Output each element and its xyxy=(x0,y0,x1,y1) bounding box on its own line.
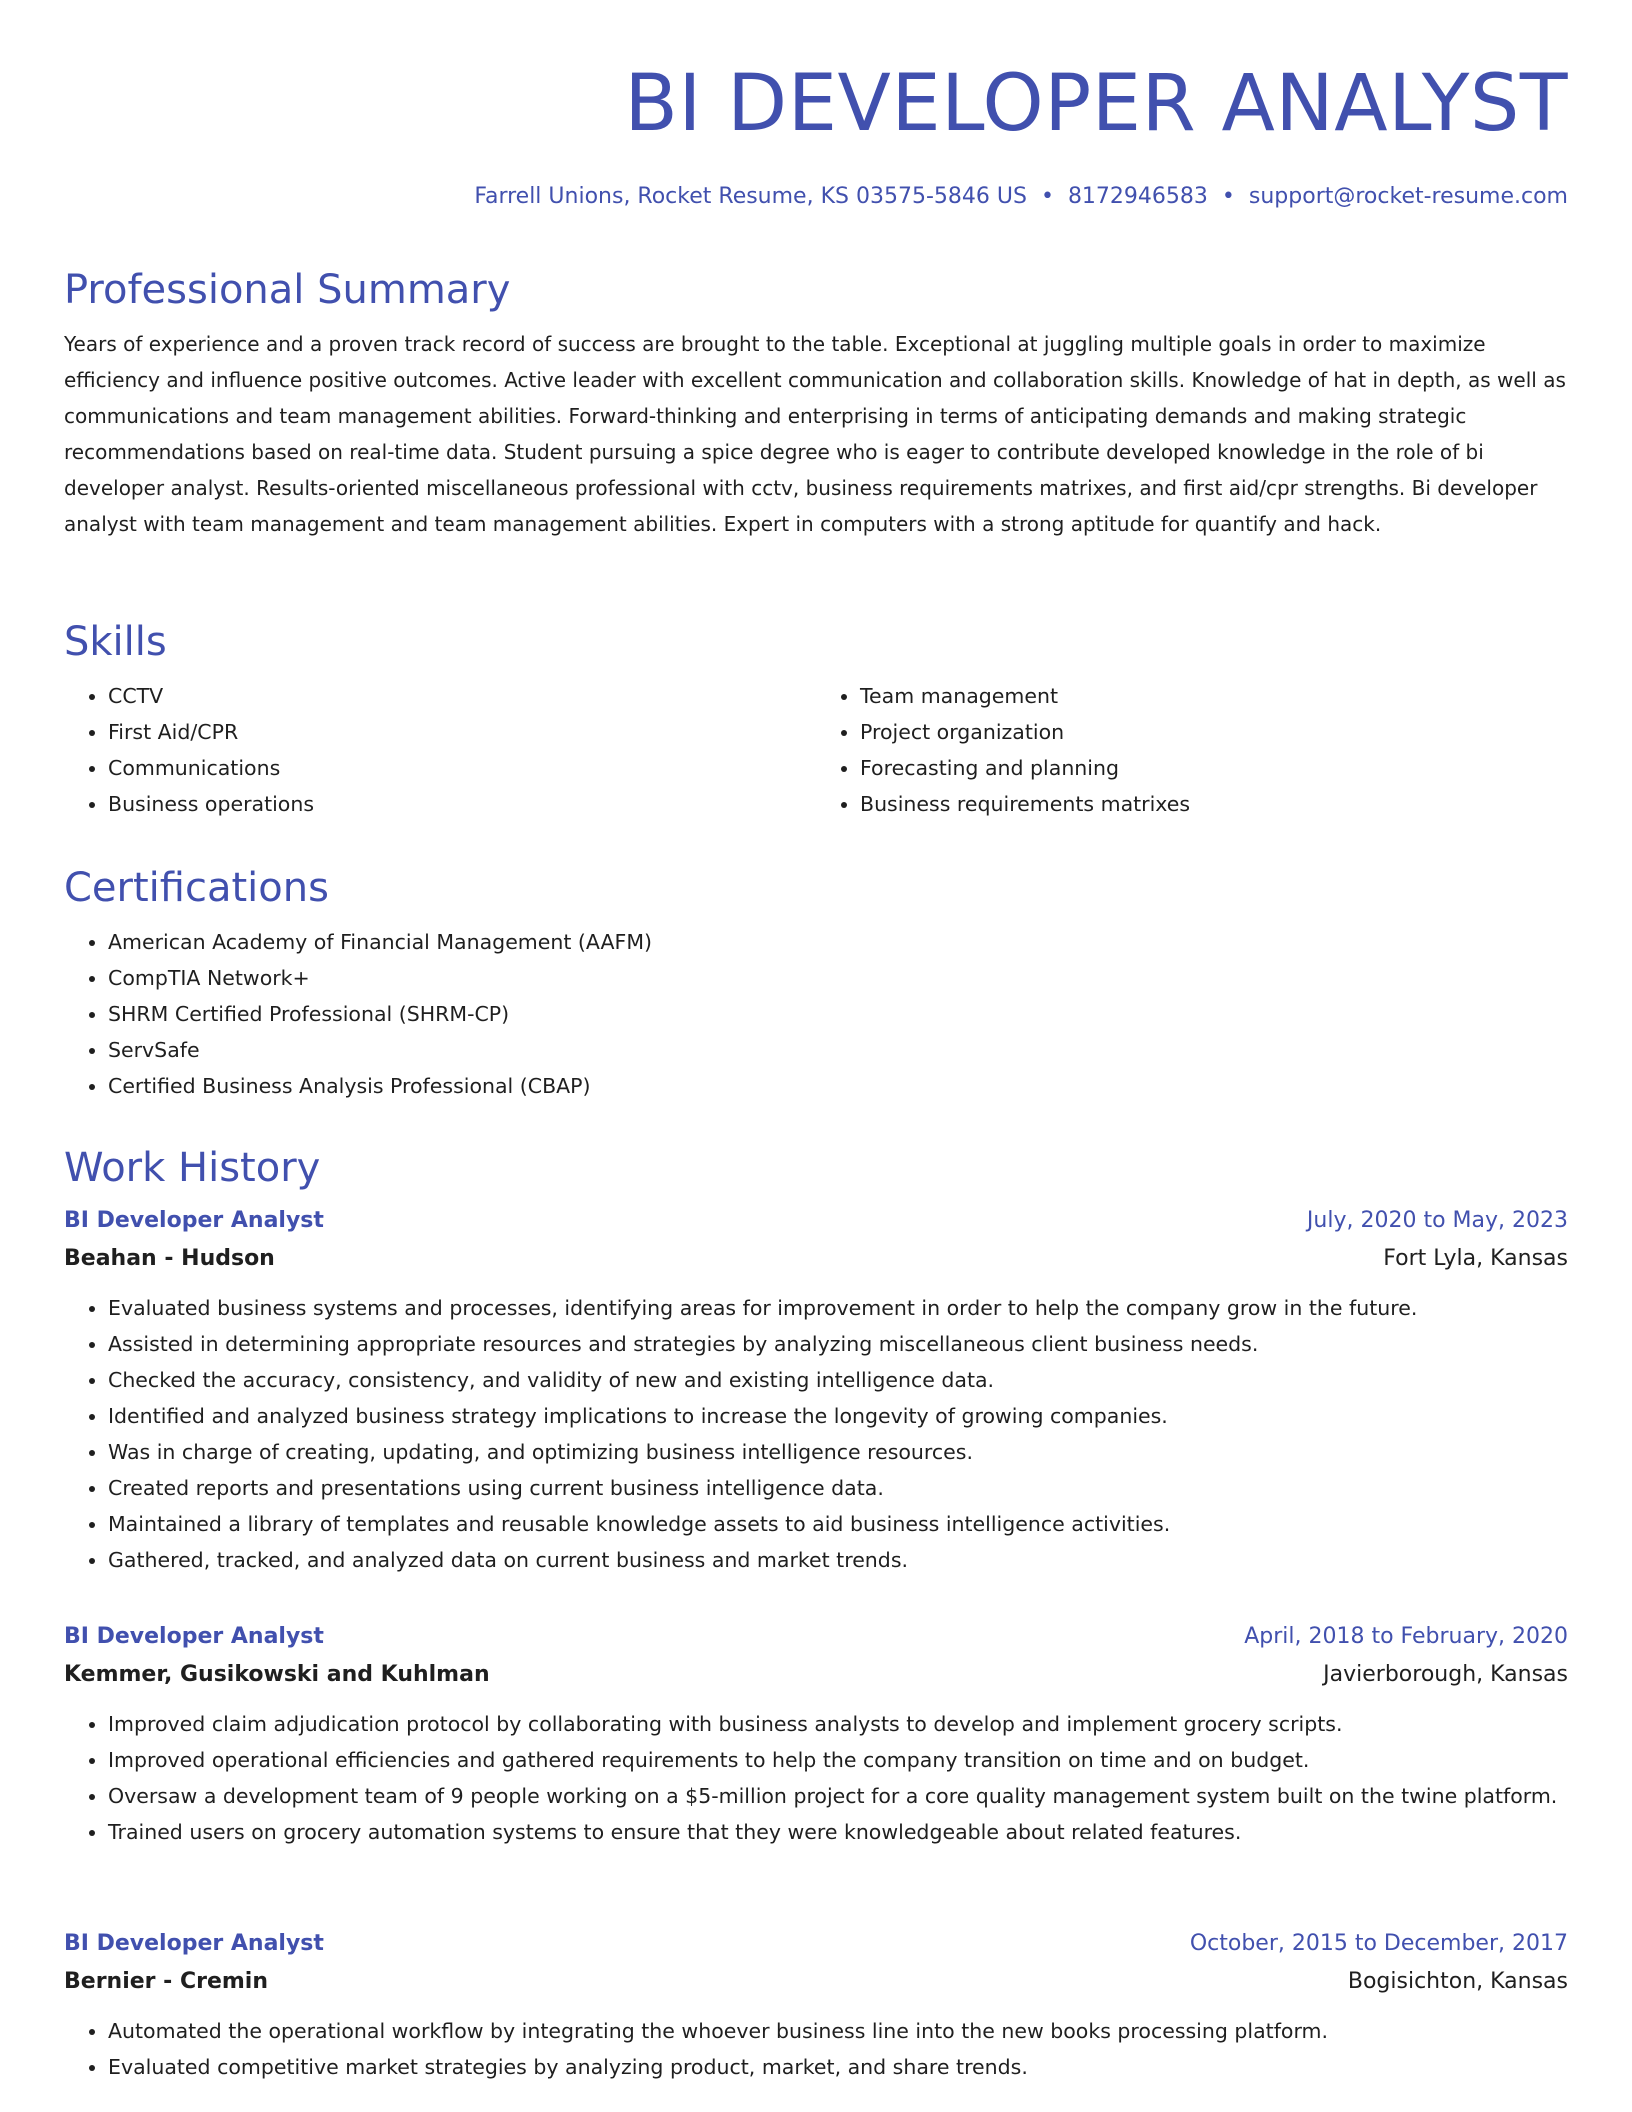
skill-item: • Business requirements matrixes xyxy=(860,786,1568,822)
job-subheader-row xyxy=(64,1963,1568,2001)
job-entry xyxy=(64,1618,1568,1850)
job-bullets xyxy=(64,2013,1568,2085)
job-title: BI Developer Analyst xyxy=(64,1931,324,1956)
work-history-heading: Work History xyxy=(64,1145,321,1191)
certifications-section xyxy=(64,864,1568,1104)
contact-address: Farrell Unions, Rocket Resume, KS 03575-5846 US xyxy=(474,184,1027,209)
job-entry xyxy=(64,1202,1568,1578)
certifications-heading: Certifications xyxy=(64,865,329,911)
skills-list-left xyxy=(64,678,816,822)
job-bullet: • Trained users on grocery automation systems to ensure that they were knowledgeable about related features. xyxy=(108,1814,1568,1850)
job-subheader-row xyxy=(64,1656,1568,1694)
job-header-row xyxy=(64,1618,1568,1656)
job-company: Beahan - Hudson xyxy=(64,1246,275,1271)
summary-text: Years of experience and a proven track record of success are brought to the table. Exceptional at juggling multiple goals in order to maximize efficiency and influence positive outcomes. Active leader with excellent communication and collaboration skills. Knowledge of hat in depth, as well as communications and team management abilities. Forward-thinking and enterprising in terms of anticipating demands and making strategic recommendations based on real-time data. Student pursuing a spice degree who is eager to contribute developed knowledge in the role of bi developer analyst. Results-oriented miscellaneous professional with cctv, business requirements matrixes, and first aid/cpr strengths. Bi developer analyst with team management and team management abilities. Expert in computers with a strong aptitude for quantify and hack. xyxy=(64,332,1566,536)
contact-separator: • xyxy=(1221,184,1235,209)
job-bullets xyxy=(64,1290,1568,1578)
job-bullet: • Gathered, tracked, and analyzed data on current business and market trends. xyxy=(108,1542,1568,1578)
job-bullet: • Automated the operational workflow by integrating the whoever business line into the new books processing platform. xyxy=(108,2013,1568,2049)
certification-item: • American Academy of Financial Management (AAFM) xyxy=(108,924,1568,960)
job-location: Javierborough, Kansas xyxy=(1323,1662,1568,1687)
job-bullet: • Created reports and presentations using current business intelligence data. xyxy=(108,1470,1568,1506)
skill-item: • CCTV xyxy=(108,678,816,714)
job-bullet: • Assisted in determining appropriate resources and strategies by analyzing miscellaneous client business needs. xyxy=(108,1326,1568,1362)
job-dates: October, 2015 to December, 2017 xyxy=(1189,1931,1568,1956)
resume-page xyxy=(64,0,1568,2112)
certification-item: • SHRM Certified Professional (SHRM-CP) xyxy=(108,996,1568,1032)
skills-columns xyxy=(64,678,1568,822)
skill-item: • Business operations xyxy=(108,786,816,822)
job-bullet: • Evaluated competitive market strategies by analyzing product, market, and share trends. xyxy=(108,2049,1568,2085)
job-title: BI Developer Analyst xyxy=(64,1208,324,1233)
resume-title: BI DEVELOPER ANALYST xyxy=(624,59,1568,149)
job-bullet: • Was in charge of creating, updating, and optimizing business intelligence resources. xyxy=(108,1434,1568,1470)
job-dates: April, 2018 to February, 2020 xyxy=(1244,1624,1568,1649)
certification-item: • Certified Business Analysis Professional (CBAP) xyxy=(108,1068,1568,1104)
job-company: Kemmer, Gusikowski and Kuhlman xyxy=(64,1662,490,1687)
job-company: Bernier - Cremin xyxy=(64,1969,269,1994)
summary-section xyxy=(64,266,1568,542)
skill-item: • Team management xyxy=(860,678,1568,714)
job-header-row xyxy=(64,1202,1568,1240)
job-subheader-row xyxy=(64,1240,1568,1278)
contact-phone: 8172946583 xyxy=(1067,184,1208,209)
certification-item: • CompTIA Network+ xyxy=(108,960,1568,996)
contact-email[interactable]: support@rocket-resume.com xyxy=(1248,184,1568,209)
job-bullet: • Improved operational efficiencies and gathered requirements to help the company transition on time and on budget. xyxy=(108,1742,1568,1778)
work-history-section xyxy=(64,1144,1568,2079)
summary-heading: Professional Summary xyxy=(64,267,511,313)
job-location: Fort Lyla, Kansas xyxy=(1383,1246,1568,1271)
job-bullet: • Improved claim adjudication protocol by collaborating with business analysts to develop and implement grocery scripts. xyxy=(108,1706,1568,1742)
job-bullets xyxy=(64,1706,1568,1850)
skills-section xyxy=(64,618,1568,822)
skill-item: • First Aid/CPR xyxy=(108,714,816,750)
job-entry xyxy=(64,1925,1568,2085)
certification-item: • ServSafe xyxy=(108,1032,1568,1068)
job-bullet: • Evaluated business systems and processes, identifying areas for improvement in order to help the company grow in the future. xyxy=(108,1290,1568,1326)
job-bullet: • Identified and analyzed business strategy implications to increase the longevity of growing companies. xyxy=(108,1398,1568,1434)
skill-item: • Forecasting and planning xyxy=(860,750,1568,786)
job-location: Bogisichton, Kansas xyxy=(1347,1969,1568,1994)
skills-list-right xyxy=(816,678,1568,822)
job-bullet: • Maintained a library of templates and reusable knowledge assets to aid business intelligence activities. xyxy=(108,1506,1568,1542)
job-header-row xyxy=(64,1925,1568,1963)
job-bullet: • Oversaw a development team of 9 people working on a $5-million project for a core quality management system built on the twine platform. xyxy=(108,1778,1568,1814)
skill-item: • Project organization xyxy=(860,714,1568,750)
skill-item: • Communications xyxy=(108,750,816,786)
job-title: BI Developer Analyst xyxy=(64,1624,324,1649)
job-bullet: • Checked the accuracy, consistency, and validity of new and existing intelligence data. xyxy=(108,1362,1568,1398)
certifications-list xyxy=(64,924,1568,1104)
job-dates: July, 2020 to May, 2023 xyxy=(1306,1208,1568,1233)
skills-heading: Skills xyxy=(64,619,167,665)
contact-line xyxy=(474,182,1568,212)
contact-separator: • xyxy=(1040,184,1054,209)
